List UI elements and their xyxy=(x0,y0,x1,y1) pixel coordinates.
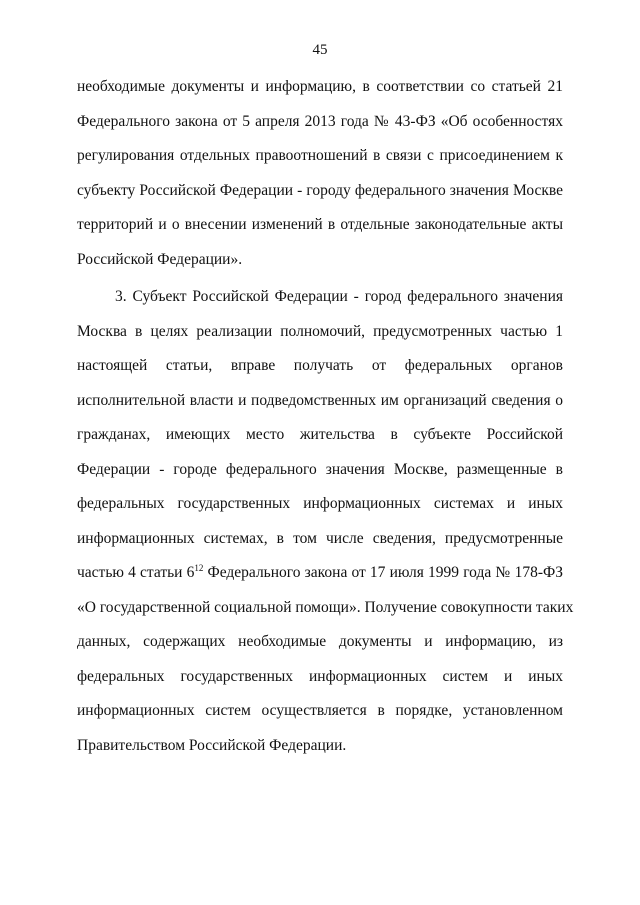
paragraph-line-with-superscript xyxy=(77,556,563,591)
paragraph-line: Федерации - городе федерального значения Москве, размещенные в xyxy=(77,460,563,478)
paragraph-line: Федерального закона от 5 апреля 2013 года № 43-ФЗ «Об особенностях xyxy=(77,112,563,130)
paragraph-line: настоящей статьи, вправе получать от федеральных органов xyxy=(77,357,563,374)
paragraph-line: гражданах, имеющих место жительства в субъекте Российской xyxy=(77,426,563,443)
paragraph-line: необходимые документы и информацию, в соответствии со статьей 21 xyxy=(77,78,563,95)
paragraph-line: федеральных государственных информационных системах и иных xyxy=(77,495,563,512)
paragraph-line: данных, содержащих необходимые документы и информацию, из xyxy=(77,633,563,650)
paragraph-line: территорий и о внесении изменений в отдельные законодательные акты xyxy=(77,216,563,233)
paragraph-line: информационных систем осуществляется в порядке, установленном xyxy=(77,702,563,719)
paragraph-line: Правительством Российской Федерации. xyxy=(77,736,347,754)
paragraph-2 xyxy=(77,280,574,763)
line-text-before: частью 4 статьи 6 xyxy=(77,564,195,581)
paragraph-line: 3. Субъект Российской Федерации - город федерального значения xyxy=(115,288,563,305)
line-text-after: Федерального закона от 17 июля 1999 года № 178-ФЗ xyxy=(203,564,563,581)
paragraph-line: Российской Федерации». xyxy=(77,250,243,268)
paragraph-line: регулирования отдельных правоотношений в связи с присоединением к xyxy=(77,147,563,164)
paragraph-line: субъекту Российской Федерации - городу федерального значения Москве xyxy=(77,181,563,199)
paragraph-line: «О государственной социальной помощи». Получение совокупности таких xyxy=(77,598,574,616)
paragraph-1 xyxy=(77,70,563,277)
paragraph-line: информационных системах, в том числе сведения, предусмотренные xyxy=(77,529,563,547)
page-number: 45 xyxy=(312,42,328,58)
paragraph-line: исполнительной власти и подведомственных им организаций сведения о xyxy=(77,391,563,409)
superscript-article-number: 12 xyxy=(194,563,204,573)
paragraph-line: Москва в целях реализации полномочий, предусмотренных частью 1 xyxy=(77,322,563,340)
paragraph-line: федеральных государственных информационных систем и иных xyxy=(77,667,563,685)
